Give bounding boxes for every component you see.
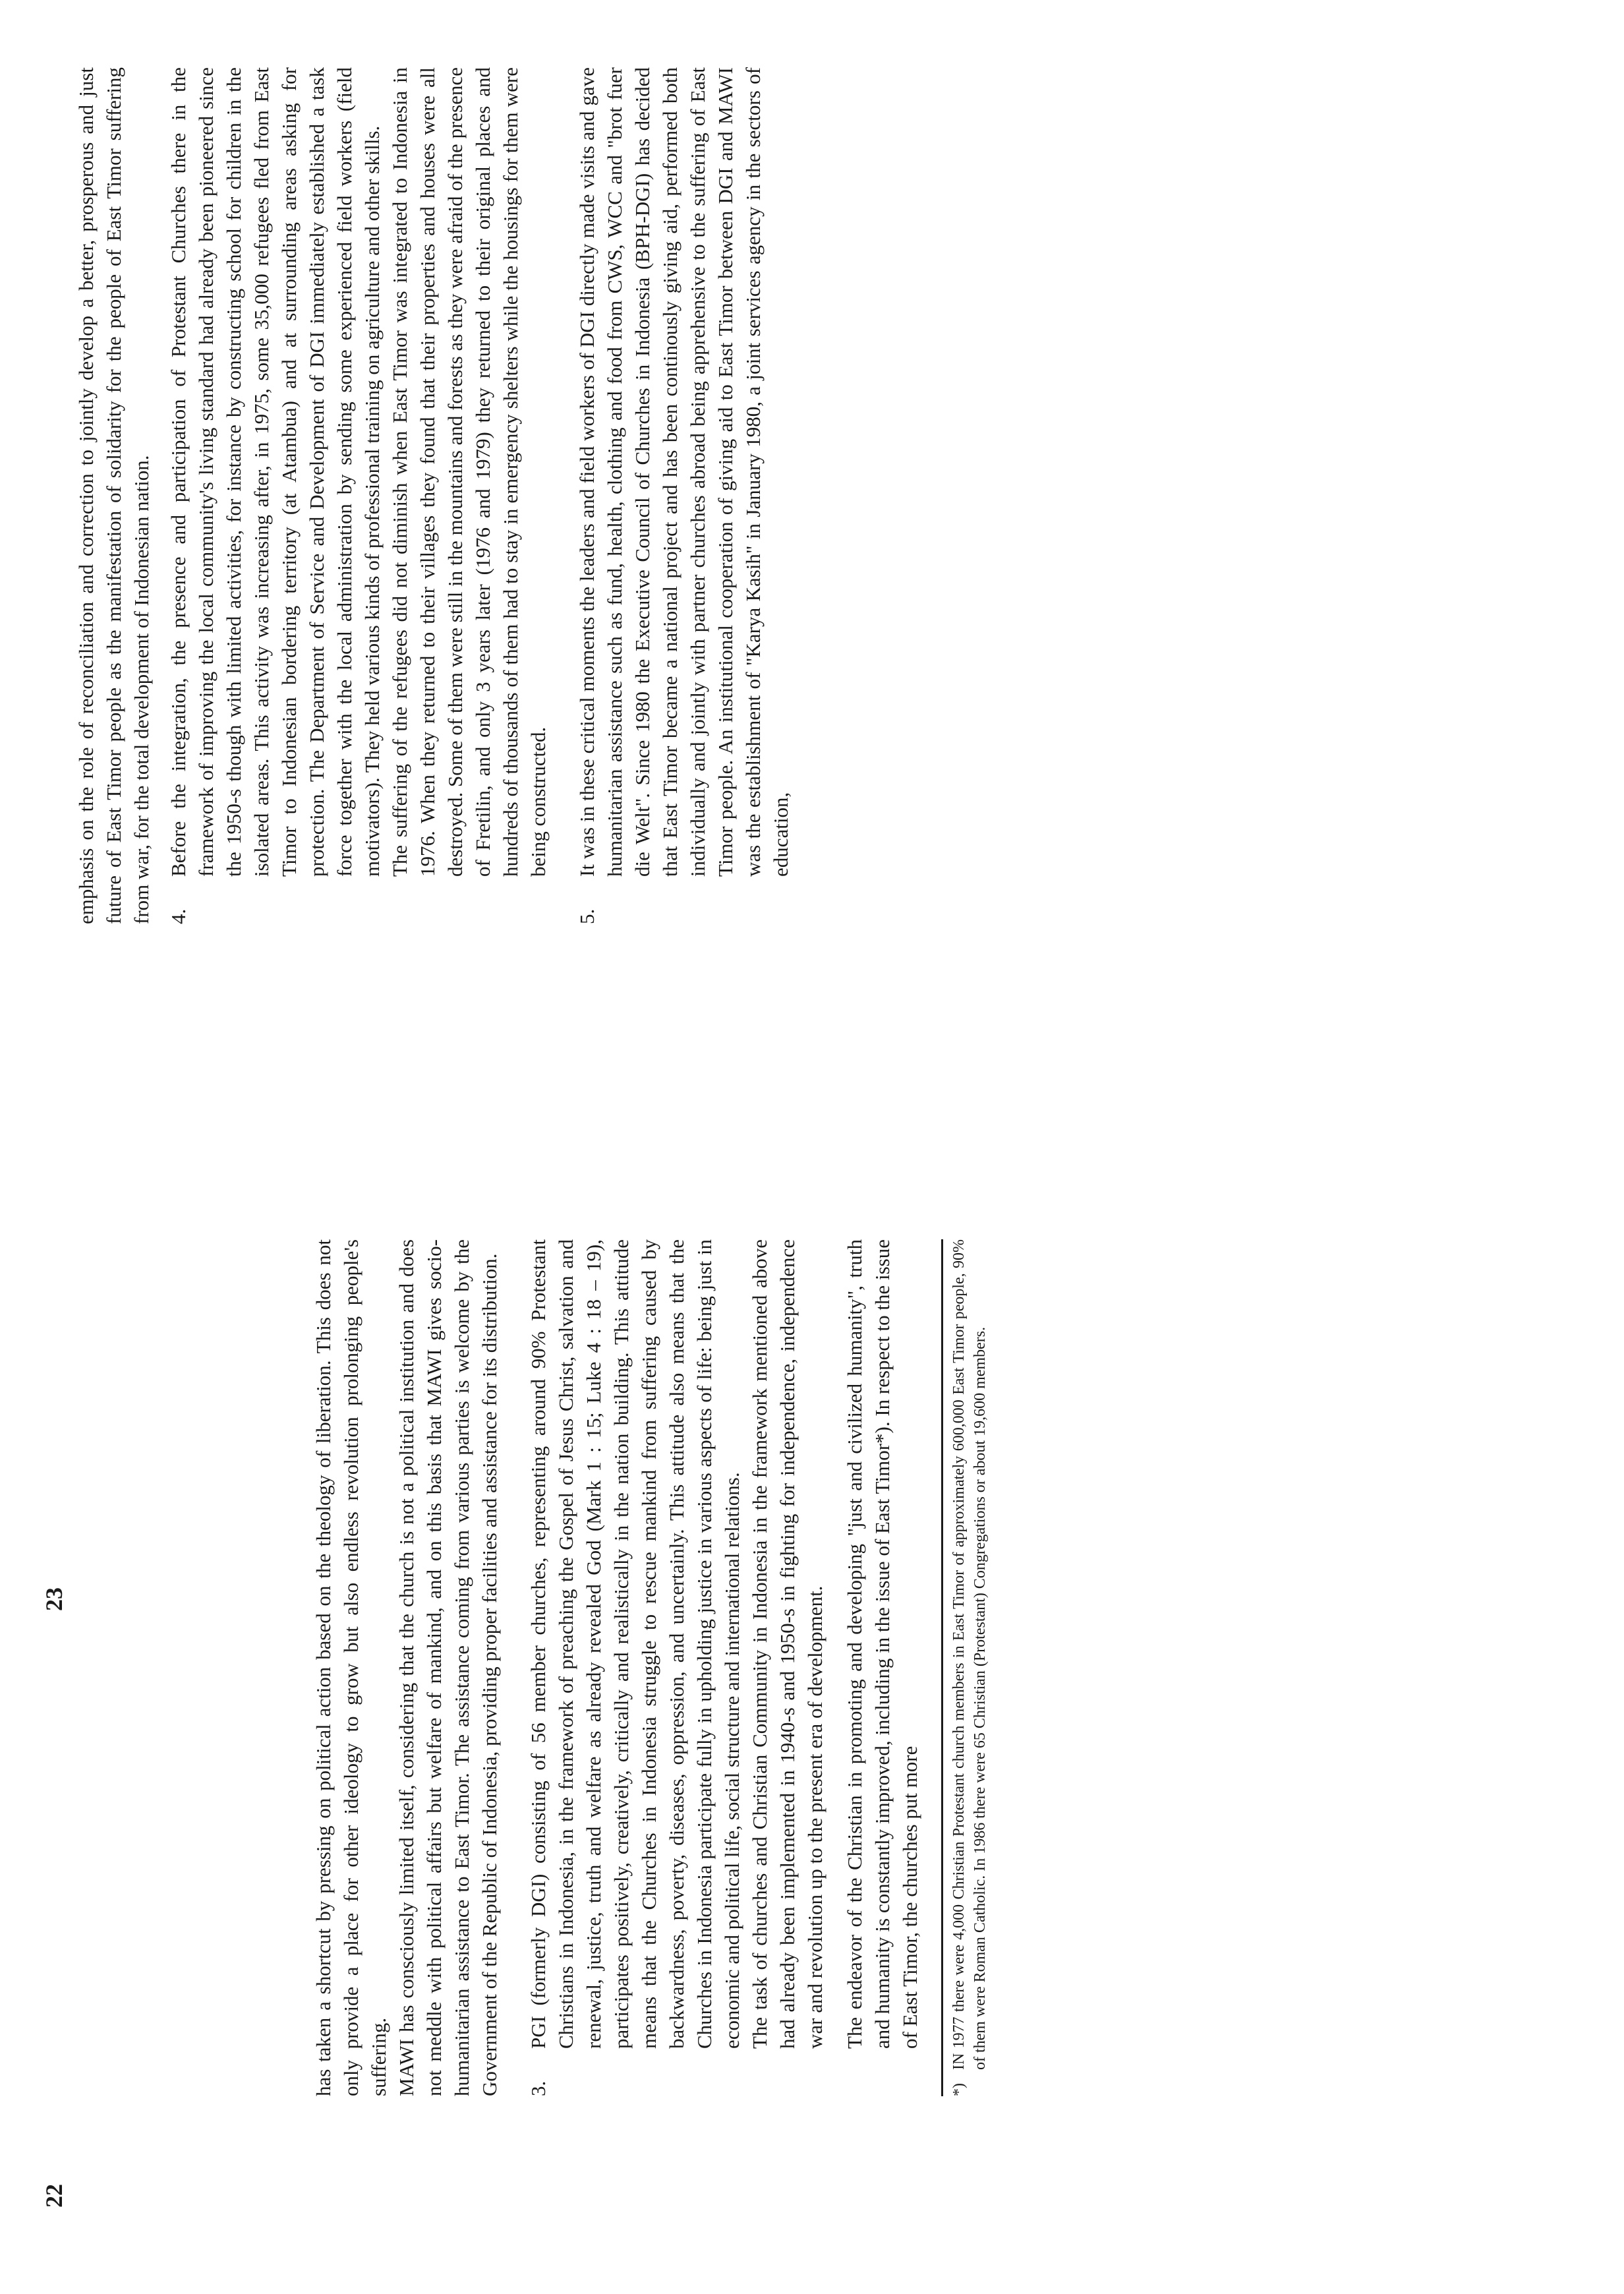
section-number: 4. [167,908,190,924]
mawi-paragraph: MAWI has consciously limited itself, considering that the church is not a political institution and does not meddle with political affairs but welfare of mankind, and on this basis that MAWI gives socio-humanitarian assistance to East Timor. The assistance coming from various parties is welcome by the Government of the Republic of Indonesia, providing proper facilities and assistance for its distribution. [395,1239,501,2096]
section-4-paragraph-1: Before the integration, the presence and participation of Protestant Churches there in the framework of improving the local community's living standard had already been pioneered since the 1950-s though with limited activities, for instance by constructing school for children in the isolated areas. This activity was increasing after, in 1975, some 35,000 refugees fled from East Timor to Indonesian bordering territory (at Atambua) and at surrounding areas asking for protection. The Department of Service and Development of DGI immediately established a task force together with the local administration by sending some experienced field workers (field motivators). They held various kinds of professional training on agriculture and other skills. [167,67,384,877]
footnote-marker: *) [950,2083,968,2096]
footnote [941,1239,991,2096]
continued-paragraph: has taken a shortcut by pressing on political action based on the theology of liberation. This does not only provide a place for other ideology to grow but also endless revolution prolonging people's suffering. [312,1239,390,2096]
section-number: 3. [527,2080,550,2096]
page-number-22: 22 [41,2184,67,2208]
section-5-paragraph-1: It was in these critical moments the leaders and field workers of DGI directly made visits and gave humanitarian assistance such as fund, health, clothing and food from CWS, WCC and "brot fuer die Welt". Since 1980 the Executive Council of Churches in Indonesia (BPH-DGI) has decided that East Timor became a national project and has been continously giving aid, performed both individually and jointly with partner churches abroad being apprehensive to the suffering of East Timor people. An institutional cooperation of giving aid to East Timor between DGI and MAWI was the establishment of "Karya Kasih" in January 1980, a joint services agency in the sectors of education, [575,67,792,877]
footnote-text: IN 1977 there were 4,000 Christian Protestant church members in East Timor of approximately 600,000 East Timor people, 90% of them were Roman Catholic. In 1986 there were 65 Christian (Protestant) Congregations or about 19,600 members. [950,1239,989,2070]
section-3-paragraph-1: PGI (formerly DGI) consisting of 56 member churches, representing around 90% Protestant Christians in Indonesia, in the framework of preaching the Gospel of Jesus Christ, salvation and renewal, justice, truth and welfare as already revealed God (Mark 1 : 15; Luke 4 : 18 – 19), participates positively, creatively, critically and realistically in the nation building. This attitude means that the Churches in Indonesia struggle to rescue mankind from suffering caused by backwardness, poverty, diseases, oppression, and uncertainly. This attitude also means that the Churches in Indonesia participate fully in upholding justice in various aspects of life: being just in economic and political life, social structure and international relations. [527,1239,743,2049]
section-3-paragraph-2: The task of churches and Christian Community in Indonesia in the framework mentioned above had already been implemented in 1940-s and 1950-s in fighting for independence, independence war and revolution up to the present era of development. [748,1239,826,2049]
page-23-column [72,67,1522,924]
continued-paragraph: emphasis on the role of reconciliation and correction to jointly develop a better, prosperous and just future of East Timor people as the manifestation of solidarity for the people of East Timor suffering from war, for the total development of Indonesian nation. [74,67,153,924]
section-4 [165,67,552,924]
page-22-column [310,1239,1624,2096]
section-4-paragraph-2: The suffering of the refugees did not diminish when East Timor was integrated to Indonesia in 1976. When they returned to their villages they found that their properties and houses were all destroyed. Some of them were still in the mountains and forests as they were afraid of the presence of Fretilin, and only 3 years later (1976 and 1979) they returned to their original places and hundreds of thousands of them had to stay in emergency shelters while the housings for them were being constructed. [388,67,550,877]
page-number-23: 23 [41,1587,67,1611]
section-5 [573,67,795,924]
section-3 [525,1239,924,2096]
section-3-paragraph-3: The endeavor of the Christian in promoting and developing "just and civilized humanity", truth and humanity is constantly improved, including in the issue of East Timor*). In respect to the issue of East Timor, the churches put more [843,1239,921,2049]
section-number: 5. [575,908,598,924]
